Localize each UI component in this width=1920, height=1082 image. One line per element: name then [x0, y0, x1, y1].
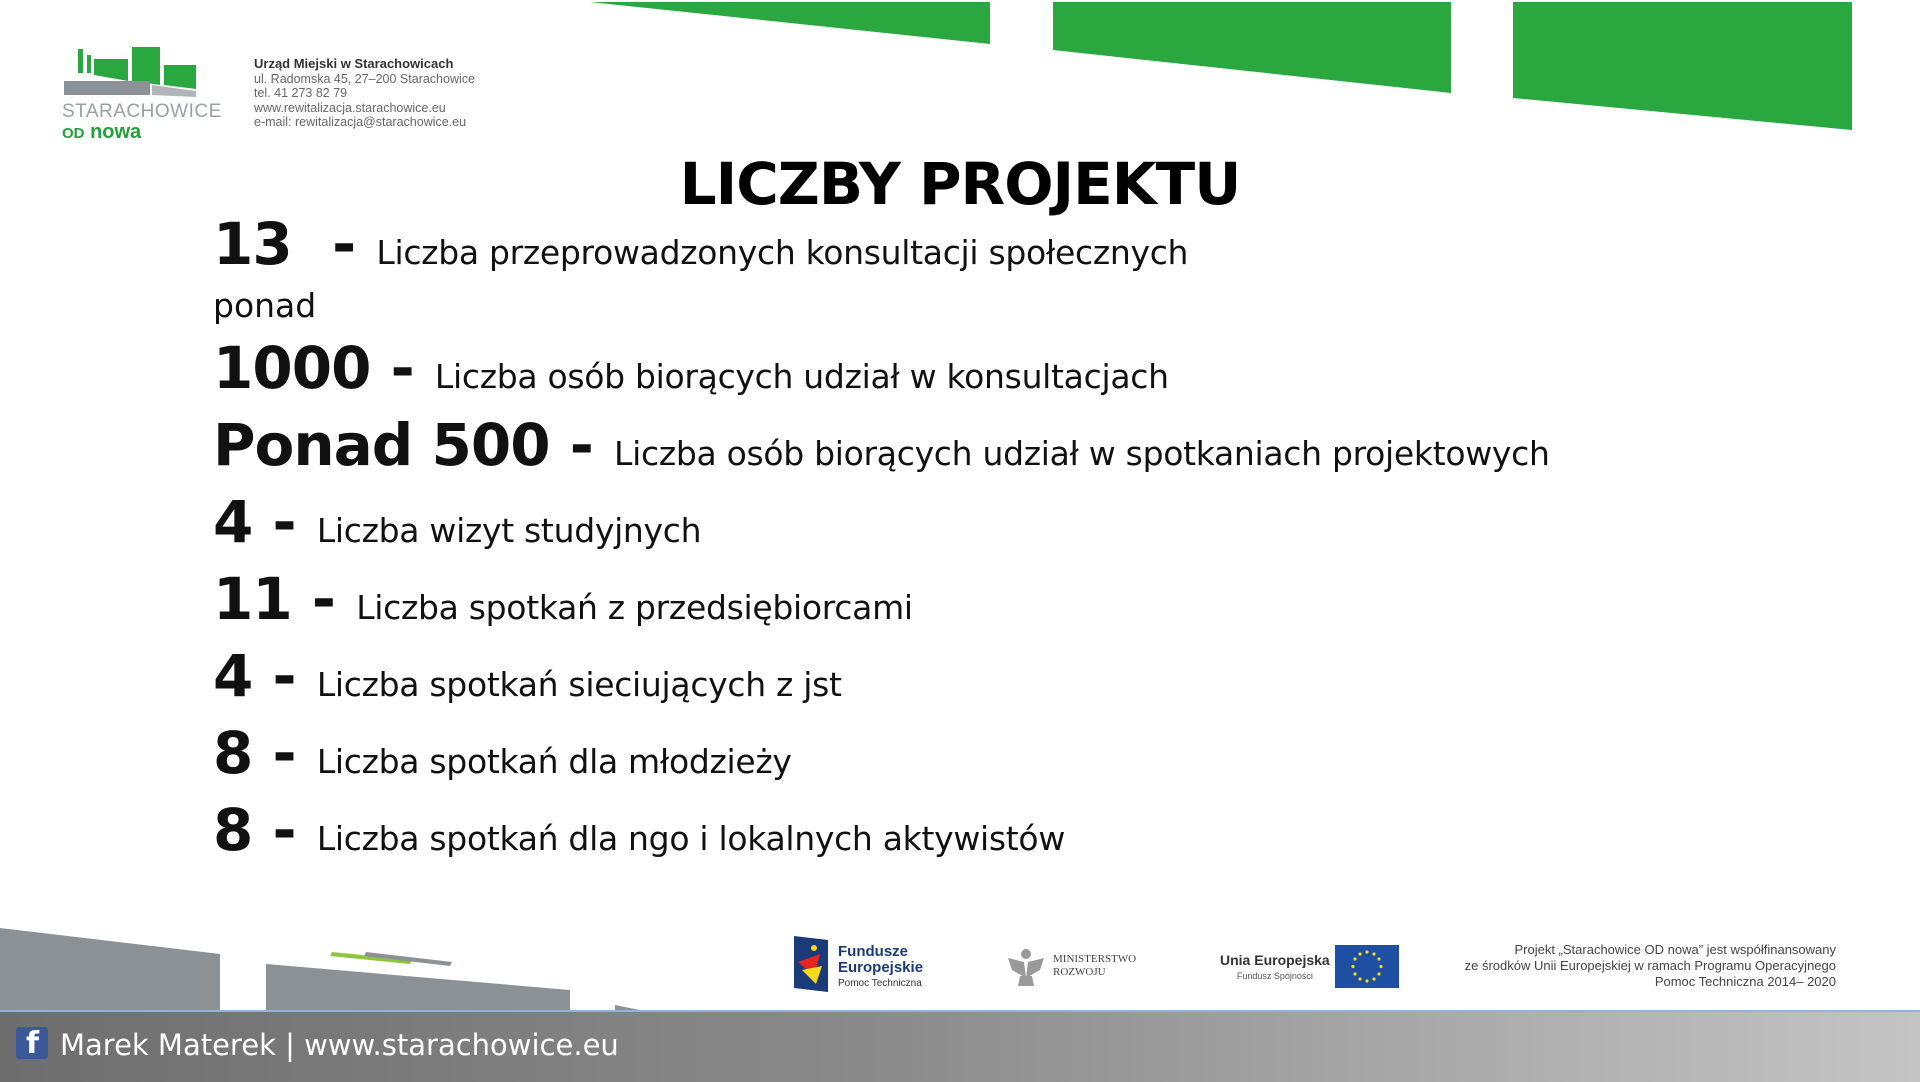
project-line2: ze środków Unii Europejskiej w ramach Programu Operacyjnego	[1464, 958, 1836, 973]
stat-text: Liczba spotkań dla ngo i lokalnych aktywistów	[316, 819, 1066, 858]
office-address: ul. Radomska 45, 27–200 Starachowice	[254, 71, 475, 86]
stat-number: 4	[213, 488, 253, 556]
polish-eagle-icon	[1004, 944, 1048, 988]
stat-dash: -	[291, 210, 377, 278]
facebook-bar-text: Marek Materek | www.starachowice.eu	[60, 1028, 619, 1062]
stat-number: 8	[213, 796, 253, 864]
stat-row-project-meetings	[213, 411, 1550, 479]
top-green-bands	[590, 0, 1920, 135]
logo-bars-icon	[60, 45, 200, 101]
stat-dash: -	[370, 334, 435, 402]
stat-text: Liczba osób biorących udział w spotkaniach projektowych	[614, 434, 1550, 473]
stat-number: 4	[213, 642, 253, 710]
stat-dash: -	[252, 642, 317, 710]
stat-text: Liczba wizyt studyjnych	[316, 511, 702, 550]
ministry-line2: ROZWOJU	[1053, 966, 1106, 978]
stat-number: Ponad 500	[213, 411, 550, 479]
stat-dash: -	[252, 796, 317, 864]
stat-row-study-visits	[213, 488, 701, 556]
stat-text: Liczba spotkań dla młodzieży	[316, 742, 792, 781]
project-line3: Pomoc Techniczna 2014– 2020	[1654, 974, 1836, 989]
stat-row-participants	[213, 334, 1169, 402]
logo-text-city: STARACHOWICE	[62, 101, 222, 122]
project-cofinancing-text	[1440, 942, 1836, 990]
eu-flag-icon	[1335, 945, 1399, 988]
stat-row-consultations	[213, 210, 1188, 278]
stat-row-ngo	[213, 796, 1065, 864]
stat-number: 8	[213, 719, 253, 787]
logo-text-nowa: nowa	[90, 121, 142, 143]
ue-line2: Fundusz Spójności	[1236, 971, 1313, 981]
fundusze-europejskie-text	[838, 944, 923, 992]
ministry-line1: MINISTERSTWO	[1053, 953, 1137, 965]
ue-line1: Unia Europejska	[1220, 952, 1330, 968]
logo-text-odnowa	[62, 121, 141, 144]
stat-text: Liczba spotkań z przedsiębiorcami	[356, 588, 913, 627]
facebook-icon: f	[16, 1027, 48, 1059]
ministerstwo-text	[1053, 953, 1136, 979]
stat-row-entrepreneurs	[213, 565, 913, 633]
starachowice-logo	[60, 45, 222, 143]
stat-row-networking	[213, 642, 842, 710]
stat-row-youth	[213, 719, 792, 787]
unia-europejska-text	[1220, 952, 1330, 984]
stat-prefix-ponad: ponad	[213, 286, 317, 325]
fe-line1: Fundusze	[838, 943, 908, 960]
stat-dash: -	[291, 565, 357, 633]
stat-number: 11	[213, 565, 292, 633]
page-title: LICZBY PROJEKTU	[679, 150, 1241, 218]
stat-number: 13	[213, 210, 292, 278]
stat-text: Liczba spotkań sieciujących z jst	[316, 665, 842, 704]
office-phone: tel. 41 273 82 79	[254, 86, 348, 101]
stat-dash: -	[252, 488, 317, 556]
fe-line2: Europejskie	[838, 959, 924, 976]
stat-text: Liczba przeprowadzonych konsultacji społecznych	[376, 233, 1189, 272]
office-web: www.rewitalizacja.starachowice.eu	[254, 100, 446, 115]
office-name: Urząd Miejski w Starachowicach	[254, 56, 454, 71]
project-line1: Projekt „Starachowice OD nowa” jest współfinansowany	[1514, 942, 1836, 957]
stat-dash: -	[549, 411, 615, 479]
office-email: e-mail: rewitalizacja@starachowice.eu	[254, 115, 467, 130]
stat-dash: -	[252, 719, 317, 787]
stat-number: 1000	[213, 334, 371, 402]
office-contact-block	[254, 57, 475, 130]
stat-text: Liczba osób biorących udział w konsultacjach	[434, 357, 1169, 396]
fe-line3: Pomoc Techniczna	[838, 978, 922, 989]
bottom-gray-shapes	[0, 920, 700, 1010]
logo-text-od: OD	[62, 125, 85, 142]
fundusze-europejskie-icon	[794, 936, 828, 992]
